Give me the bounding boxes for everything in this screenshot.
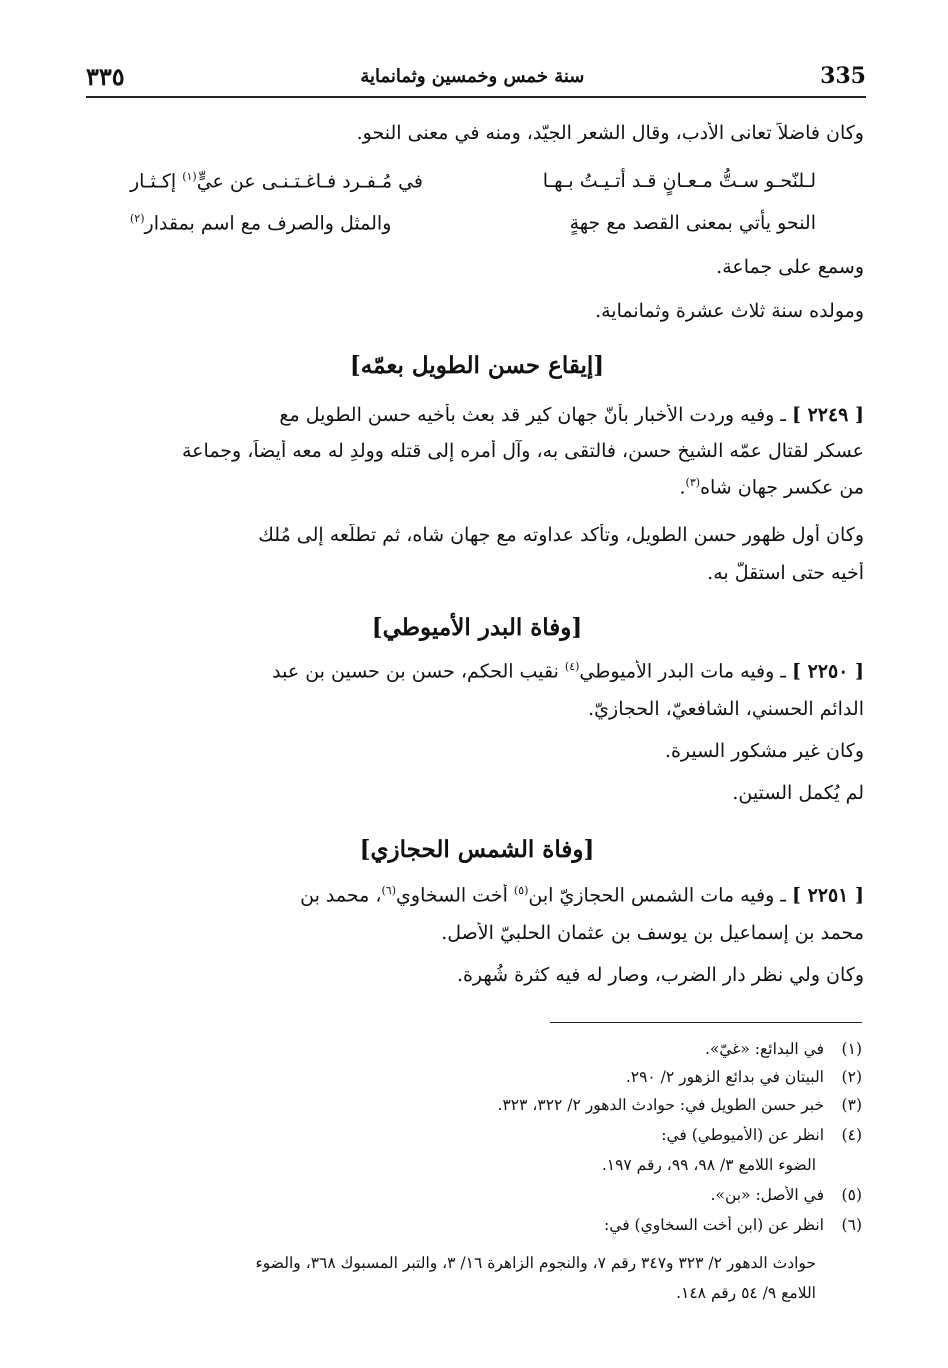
verse-1-second-text: في مُـفـرد فـاغـتـنـى عن عيٍّ — [196, 170, 424, 193]
footnote-6-continuation-2: اللامع ٩/ ٥٤ رقم ١٤٨. — [676, 1284, 816, 1302]
entry-number: [ ٢٢٤٩ ] — [791, 404, 864, 426]
footnote-number: (٢) — [841, 1068, 862, 1086]
entry-number: [ ٢٢٥٠ ] — [791, 660, 864, 683]
footnote-number: (١) — [841, 1040, 862, 1058]
footnote-4 — [90, 1126, 862, 1144]
section-heading-2: [وفاة البدر الأميوطي] — [371, 614, 583, 641]
entry-2250-para-2: وكان غير مشكور السيرة. — [664, 740, 864, 762]
verse-2-second-text: والمثل والصرف مع اسم بمقدار — [144, 212, 392, 235]
entry-2249-para-2-line-1: وكان أول ظهور حسن الطويل، وتأكد عداوته مع جهان شاه، ثم تطلُّعه إلى مُلك — [258, 524, 864, 546]
section-heading-1: [إيقاع حسن الطويل بعمّه] — [349, 352, 605, 379]
verse-2-second-hemistich — [130, 212, 391, 234]
footnote-ref-2: (٢) — [130, 212, 145, 225]
running-title: سنة خمس وخمسين وثمانماية — [360, 65, 585, 87]
entry-text: ـ وفيه وردت الأخبار بأنّ جهان كير قد بعث بأخيه حسن الطويل مع — [279, 404, 792, 426]
footnote-text: في الأصل: «بن». — [710, 1186, 824, 1204]
entry-text-end: . — [679, 476, 686, 499]
footnote-ref-6: (٦) — [381, 884, 397, 897]
section-heading-3: [وفاة الشمس الحجازي] — [359, 836, 595, 863]
entry-2249-line-2: عسكر لقتال عمّه الشيخ حسن، فالتقى به، وآل أمره إلى قتله وولدِ له معه أيضاً، وجماعة — [182, 440, 864, 462]
verse-1-second-end: إكـثـار — [130, 170, 183, 193]
footnote-text: في البدائع: «غيّ». — [704, 1040, 824, 1058]
entry-text: من عكسر جهان شاه — [700, 476, 864, 499]
entry-2249-line-1 — [90, 404, 864, 426]
entry-2251-para-2: وكان ولي نظر دار الضرب، وصار له فيه كثرة شُهرة. — [456, 964, 864, 986]
footnote-2 — [90, 1068, 862, 1086]
entry-text: ـ وفيه مات الشمس الحجازيّ ابن — [528, 884, 792, 907]
entry-2250-line-1 — [90, 660, 864, 682]
entry-text: ، محمد بن — [300, 884, 382, 907]
entry-2249-para-2-line-2: أخيه حتى استقلّ به. — [707, 562, 864, 584]
page-header — [86, 56, 866, 98]
page-number-arabic: ٣٣٥ — [86, 61, 125, 91]
footnote-text: انظر عن (الأميوطي) في: — [661, 1126, 824, 1144]
footnote-4-continuation: الضوء اللامع ٣/ ٩٨، ٩٩، رقم ١٩٧. — [601, 1156, 816, 1174]
entry-2249-line-3 — [90, 476, 864, 498]
entry-text: نقيب الحكم، حسن بن حسين بن عبد — [272, 660, 565, 683]
footnote-separator — [550, 1022, 862, 1023]
footnote-text: البيتان في بدائع الزهور ٢/ ٢٩٠. — [625, 1068, 824, 1086]
intro-line-5: ومولده سنة ثلاث عشرة وثمانماية. — [595, 300, 864, 322]
footnote-ref-4: (٤) — [564, 660, 580, 673]
footnote-number: (٤) — [841, 1126, 862, 1144]
intro-line-4: وسمع على جماعة. — [716, 256, 864, 278]
footnote-5 — [90, 1186, 862, 1204]
intro-line-1: وكان فاضلاً تعانى الأدب، وقال الشعر الجيّد، ومنه في معنى النحو. — [356, 122, 864, 144]
footnote-ref-3: (٣) — [685, 476, 701, 489]
footnote-6-continuation-1: حوادث الدهور ٢/ ٣٢٣ و٣٤٧ رقم ٧، والنجوم الزاهرة ١٦/ ٣، والتبر المسبوك ٣٦٨، والضوء — [255, 1254, 816, 1272]
footnote-ref-1: (١) — [182, 170, 197, 183]
footnote-1 — [90, 1040, 862, 1058]
entry-2250-para-3: لم يُكمل الستين. — [732, 782, 864, 804]
footnote-text: انظر عن (ابن أخت السخاوي) في: — [604, 1216, 824, 1234]
verse-1-first-hemistich: لـلنّحـو سـتُّ مـعـانٍ قـد أتـيـتُ بـهـا — [542, 170, 816, 192]
footnote-number: (٣) — [841, 1096, 862, 1114]
footnote-text: خبر حسن الطويل في: حوادث الدهور ٢/ ٣٢٢، ٣٢٣. — [497, 1096, 824, 1114]
footnote-ref-5: (٥) — [513, 884, 529, 897]
footnote-number: (٦) — [841, 1216, 862, 1234]
footnote-6 — [90, 1216, 862, 1234]
entry-text: أخت السخاوي — [396, 884, 514, 907]
verse-2-first-hemistich: النحو يأتي بمعنى القصد مع جهةٍ — [569, 212, 816, 234]
verse-1-second-hemistich — [130, 170, 423, 192]
entry-text: ـ وفيه مات البدر الأميوطي — [579, 660, 792, 683]
footnote-3 — [90, 1096, 862, 1114]
entry-2251-line-1 — [90, 884, 864, 906]
entry-number: [ ٢٢٥١ ] — [791, 884, 864, 907]
page-number-latin: 335 — [820, 63, 866, 89]
entry-2250-line-2: الدائم الحسني، الشافعيّ، الحجازيّ. — [588, 698, 864, 720]
footnote-number: (٥) — [841, 1186, 862, 1204]
entry-2251-line-2: محمد بن إسماعيل بن يوسف بن عثمان الحلبيّ الأصل. — [441, 922, 864, 944]
